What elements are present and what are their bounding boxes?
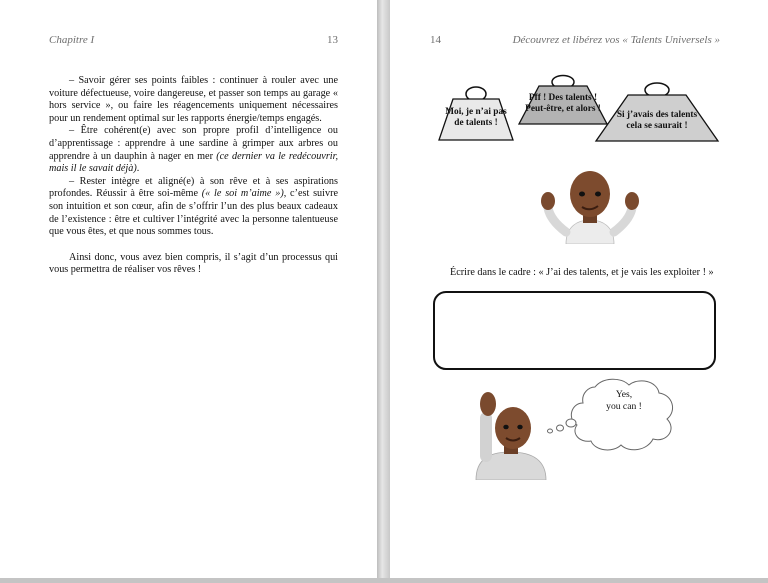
bottom-bar: [0, 578, 768, 583]
weight-3: [594, 80, 720, 143]
shrugging-avatar-icon: [536, 170, 644, 244]
thought-bubble-icon: [545, 375, 677, 455]
writing-frame[interactable]: [433, 291, 716, 370]
paragraph: – Rester intègre et aligné(e) à son rêve et à ses aspirations profondes. Réussir à être soi-même (« le soi m’aime »), c’est suivre son intuition et son cœur, afin de s’offrir l’un des plus beaux cadeaux de l’existence : être et cultiver l’intégrité avec la personne talentueuse que vous êtes, et que nous sommes tous.: [49, 175, 338, 238]
paragraph: – Savoir gérer ses points faibles : continuer à rouler avec une voiture défectueuse, voire dangereuse, et passer son temps au garage « hors service », ou faire les réagencements uniquement nécessaires pour un rendement optimal sur les rapports énergie/temps engagés.: [49, 75, 338, 124]
paragraph: – Être cohérent(e) avec son propre profil d’intelligence ou d’apprentissage : apprendre à une sardine à grimper aux arbres ou apprendre à un dauphin à nager en mer (ce dernier va le redécouvrir, mais il le savait déjà).: [49, 125, 338, 175]
left-page: [0, 0, 377, 578]
instruction-text: Écrire dans le cadre : « J’ai des talents, et je vais les exploiter ! »: [450, 267, 714, 278]
waving-avatar-icon: [474, 390, 548, 480]
weight-1-text: Moi, je n’ai pas de talents !: [445, 107, 507, 128]
book-gutter: [377, 0, 390, 583]
page-number-left: 13: [327, 34, 338, 46]
left-body-text: [49, 75, 338, 277]
paragraph: Ainsi donc, vous avez bien compris, il s’agit d’un processus qui vous permettra de réaliser vos rêves !: [49, 251, 338, 276]
page-number-right: 14: [430, 34, 441, 46]
cloud-text: Yes, you can !: [606, 389, 642, 412]
thought-cloud: [545, 375, 677, 455]
chapter-label: Chapitre I: [49, 34, 95, 46]
weight-1: [437, 85, 515, 142]
weight-3-text: Si j’avais des talents cela se saurait !: [616, 110, 698, 131]
running-title: Découvrez et libérez vos « Talents Universels »: [512, 34, 720, 46]
weight-2-text: Pff ! Des talents ! Peut-être, et alors !: [525, 93, 601, 114]
